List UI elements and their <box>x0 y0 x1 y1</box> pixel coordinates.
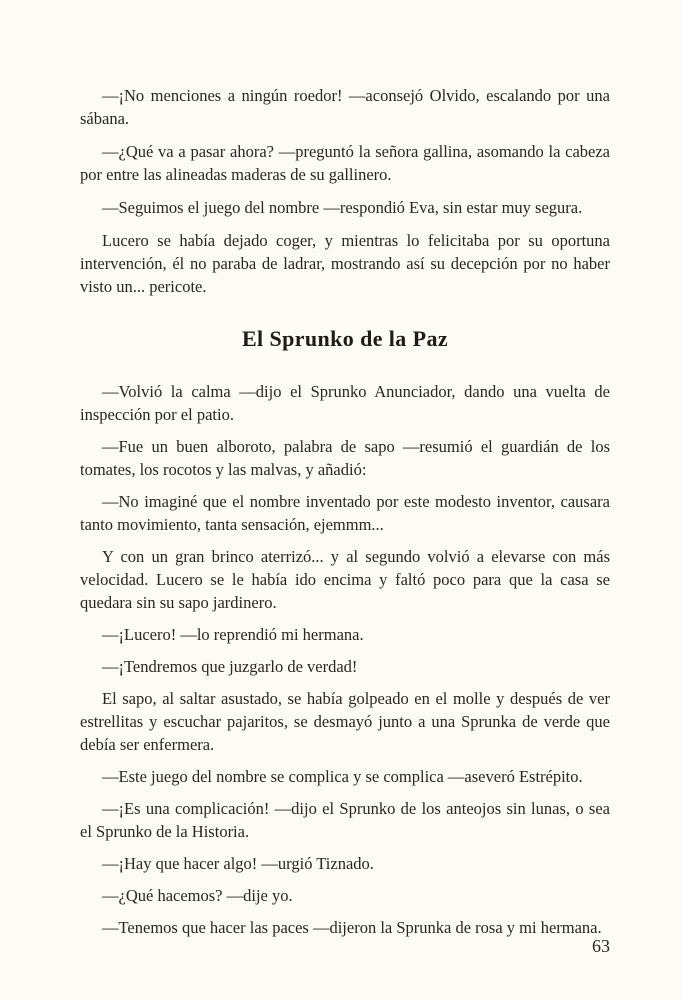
book-page <box>80 84 610 948</box>
paragraph: —¿Qué va a pasar ahora? —preguntó la señora gallina, asomando la cabeza por entre las alineadas maderas de su gallinero. <box>80 142 610 184</box>
page-number: 63 <box>592 936 610 956</box>
paragraph: —¡Lucero! —lo reprendió mi hermana. <box>102 625 364 644</box>
paragraph: —Este juego del nombre se complica y se complica —aseveró Estrépito. <box>102 767 583 786</box>
paragraph: —No imaginé que el nombre inventado por este modesto inventor, causara tanto movimiento, tanta sensación, ejemmm... <box>80 492 610 534</box>
chapter-title: El Sprunko de la Paz <box>241 326 449 351</box>
previous-section-text <box>80 84 610 298</box>
paragraph: —Fue un buen alboroto, palabra de sapo —resumió el guardián de los tomates, los rocotos y las malvas, y añadió: <box>80 437 610 479</box>
paragraph: —Volvió la calma —dijo el Sprunko Anunciador, dando una vuelta de inspección por el patio. <box>80 382 610 424</box>
paragraph: —Seguimos el juego del nombre —respondió Eva, sin estar muy segura. <box>102 198 583 217</box>
paragraph: —¡No menciones a ningún roedor! —aconsejó Olvido, escalando por una sábana. <box>80 86 610 128</box>
paragraph: —¡Es una complicación! —dijo el Sprunko de los anteojos sin lunas, o sea el Sprunko de la Historia. <box>80 799 610 841</box>
paragraph: —¡Hay que hacer algo! —urgió Tiznado. <box>102 854 374 873</box>
paragraph: —¿Qué hacemos? —dije yo. <box>102 886 293 905</box>
paragraph: Lucero se había dejado coger, y mientras lo felicitaba por su oportuna intervención, él no paraba de ladrar, mostrando así su decepción por no haber visto un... pericote. <box>80 231 610 296</box>
chapter-text <box>80 380 610 939</box>
paragraph: El sapo, al saltar asustado, se había golpeado en el molle y después de ver estrellitas y escuchar pajaritos, se desmayó junto a una Sprunka de verde que debía ser enfermera. <box>80 689 610 754</box>
paragraph: —Tenemos que hacer las paces —dijeron la Sprunka de rosa y mi hermana. <box>102 918 602 937</box>
paragraph: Y con un gran brinco aterrizó... y al segundo volvió a elevarse con más velocidad. Lucero se le había ido encima y faltó poco para que la casa se quedara sin su sapo jardinero. <box>80 547 610 612</box>
paragraph: —¡Tendremos que juzgarlo de verdad! <box>102 657 358 676</box>
